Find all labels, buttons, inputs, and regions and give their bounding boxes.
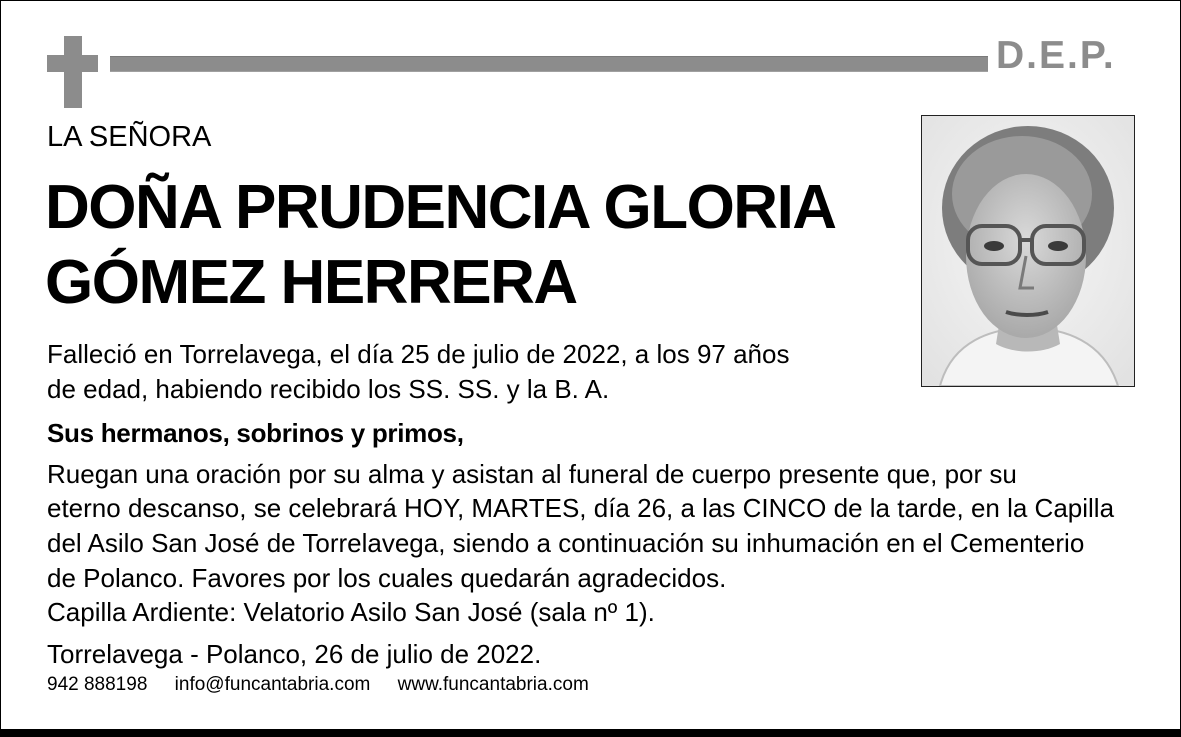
bottom-border bbox=[0, 729, 1181, 737]
request-line-1: Ruegan una oración por su alma y asistan al funeral de cuerpo presente que, por su bbox=[47, 459, 1017, 489]
deceased-name bbox=[45, 170, 836, 320]
request-line-3: del Asilo San José de Torrelavega, siendo a continuación su inhumación en el Cementerio bbox=[47, 528, 1085, 558]
name-line-1: DOÑA PRUDENCIA GLORIA bbox=[45, 173, 836, 242]
request-line-2: eterno descanso, se celebrará HOY, MARTES, día 26, a las CINCO de la tarde, en la Capilla bbox=[47, 493, 1115, 523]
contact-line bbox=[47, 672, 611, 698]
email-address: info@funcantabria.com bbox=[174, 674, 371, 695]
death-notice-line-2: de edad, habiendo recibido los SS. SS. y la B. A. bbox=[47, 374, 610, 404]
portrait-photo bbox=[921, 115, 1135, 387]
website: www.funcantabria.com bbox=[397, 674, 589, 695]
cross-icon-bar bbox=[47, 55, 98, 72]
phone-number: 942 888198 bbox=[47, 674, 148, 695]
name-line-2: GÓMEZ HERRERA bbox=[45, 248, 577, 317]
death-notice-line-1: Falleció en Torrelavega, el día 25 de julio de 2022, a los 97 años bbox=[47, 339, 790, 369]
honorific-title: LA SEÑORA bbox=[47, 121, 212, 153]
family-line: Sus hermanos, sobrinos y primos, bbox=[47, 418, 464, 448]
chapel-line: Capilla Ardiente: Velatorio Asilo San José (sala nº 1). bbox=[47, 597, 655, 627]
place-date-line: Torrelavega - Polanco, 26 de julio de 2022. bbox=[47, 639, 542, 669]
dep-label: D.E.P. bbox=[996, 34, 1116, 77]
cross-icon bbox=[64, 36, 82, 108]
header-rule bbox=[110, 56, 988, 72]
request-line-4: de Polanco. Favores por los cuales quedarán agradecidos. bbox=[47, 563, 727, 593]
portrait-illustration bbox=[922, 116, 1134, 386]
